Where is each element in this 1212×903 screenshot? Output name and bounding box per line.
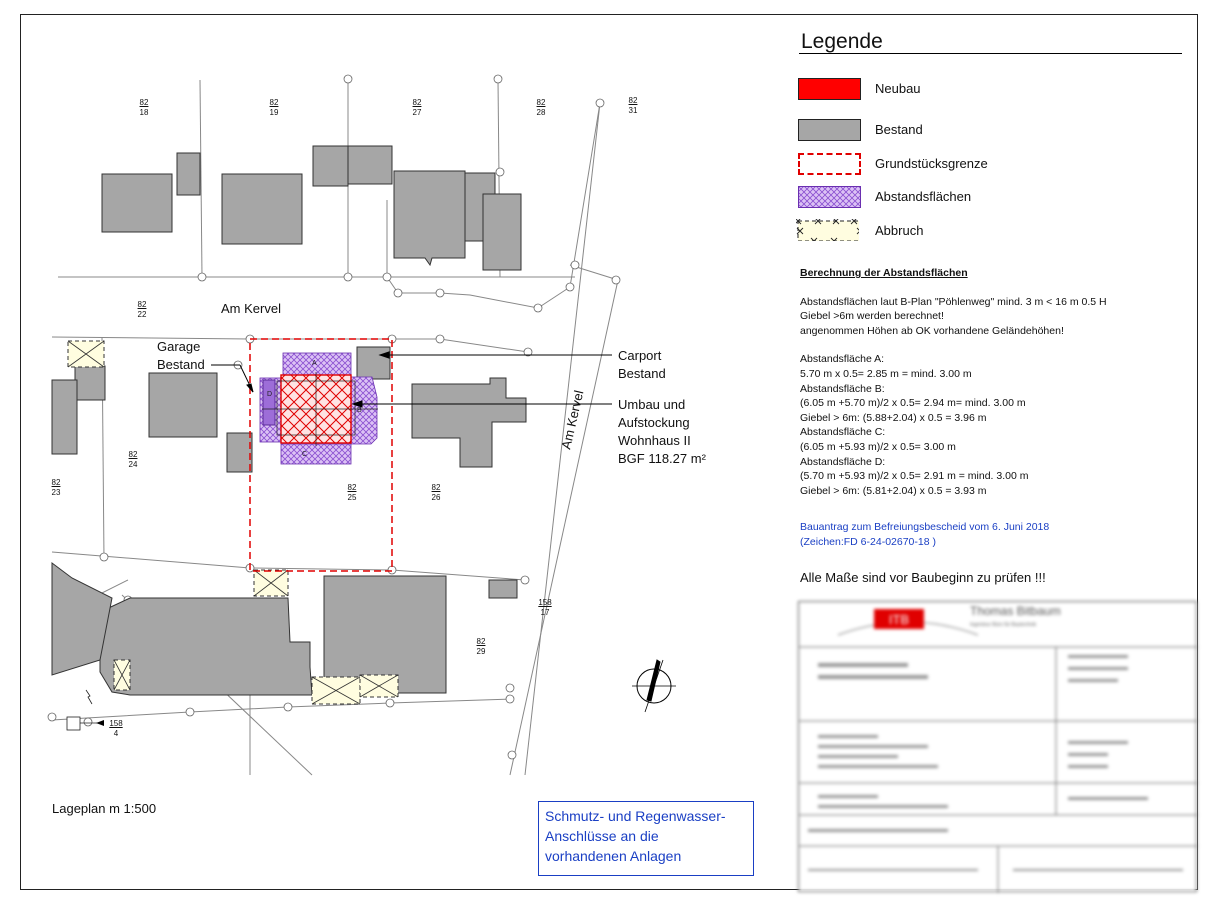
note-line-3: vorhandenen Anlagen: [545, 848, 682, 864]
legend-rule: [799, 53, 1182, 54]
parcel-4: 158 4: [109, 719, 123, 738]
legend-swatch-abstand: [798, 186, 861, 208]
legend-title: Legende: [801, 30, 883, 53]
legend-swatch-bestand: [798, 119, 861, 141]
calc-intro-1: Abstandsflächen laut B-Plan "Pöhlenweg" mind. 3 m < 16 m 0.5 H: [800, 295, 1107, 308]
parcel-29: 82 29: [476, 637, 486, 656]
calc-line: Abstandsfläche B:: [800, 382, 885, 395]
parcel-31: 82 31: [628, 96, 638, 115]
calc-line: Abstandsfläche A:: [800, 353, 885, 366]
carport-line-1: Carport: [618, 348, 662, 363]
parcel-23: 82 23: [51, 478, 61, 497]
calc-line: 5.70 m x 0.5= 2.85 m = mind. 3.00 m: [800, 367, 972, 380]
parcel-18: 82 18: [139, 98, 149, 117]
parcel-19: 82 19: [269, 98, 279, 117]
calc-line: Giebel > 6m: (5.81+2.04) x 0.5 = 3.93 m: [800, 484, 987, 497]
umbau-line-2: Aufstockung: [618, 415, 690, 430]
street-label-horizontal: Am Kervel: [221, 301, 281, 316]
drainage-note: [538, 801, 754, 876]
legend-swatch-neubau: [798, 78, 861, 100]
garage-callout: [157, 338, 205, 374]
area-letter-d: D: [267, 391, 273, 398]
garage-line-1: Garage: [157, 339, 201, 354]
umbau-line-3: Wohnhaus II: [618, 433, 691, 448]
area-letter-c: C: [302, 451, 308, 458]
carport-callout: [618, 347, 666, 383]
legend-swatch-grenze: [798, 153, 861, 175]
calc-line: (6.05 m +5.93 m)/2 x 0.5= 3.00 m: [800, 440, 956, 453]
bauantrag-note: [800, 520, 1049, 549]
company-logo: ITB: [888, 612, 910, 627]
calc-intro-3: angenommen Höhen ab OK vorhandene Geländehöhen!: [800, 324, 1064, 337]
calc-intro-2: Giebel >6m werden berechnet!: [800, 310, 944, 323]
north-arrow: [632, 660, 676, 712]
scale-label: Lageplan m 1:500: [52, 801, 157, 816]
parcel-22: 82 22: [137, 300, 147, 319]
note-line-1: Schmutz- und Regenwasser-: [545, 808, 726, 824]
company-subtitle: Ingenieur Büro für Bautechnik: [970, 622, 1037, 628]
bauantrag-line-2: (Zeichen:FD 6-24-02670-18 ): [800, 535, 936, 548]
umbau-callout: [618, 396, 706, 468]
garage-line-2: Bestand: [157, 357, 205, 372]
umbau-line-4: BGF 118.27 m²: [618, 451, 706, 466]
parcel-26: 82 26: [431, 483, 441, 502]
calc-heading: Berechnung der Abstandsflächen: [800, 267, 968, 279]
calc-line: (5.70 m +5.93 m)/2 x 0.5= 2.91 m = mind. 3.00 m: [800, 470, 1029, 483]
parcel-27: 82 27: [412, 98, 422, 117]
umbau-line-1: Umbau und: [618, 397, 686, 412]
area-letter-a: A: [312, 360, 317, 367]
parcel-17: 158 17: [538, 598, 552, 617]
title-block: [798, 601, 1198, 893]
company-name: Thomas Bitbaum: [970, 604, 1061, 618]
setback-calculation: [800, 266, 1107, 498]
calc-line: Abstandsfläche D:: [800, 455, 886, 468]
note-line-2: Anschlüsse an die: [545, 828, 659, 844]
calc-line: Giebel > 6m: (5.88+2.04) x 0.5 = 3.96 m: [800, 411, 987, 424]
carport-line-2: Bestand: [618, 366, 666, 381]
legend-label-bestand: Bestand: [875, 122, 923, 137]
street-label-diagonal: Am Kervel: [558, 388, 587, 451]
parcel-28: 82 28: [536, 98, 546, 117]
legend-label-neubau: Neubau: [875, 81, 921, 96]
calc-line: (6.05 m +5.70 m)/2 x 0.5= 2.94 m= mind. 3.00 m: [800, 397, 1026, 410]
area-letter-b: B: [357, 407, 362, 414]
parcel-25: 82 25: [347, 483, 357, 502]
legend-swatch-abbruch: [796, 219, 859, 241]
warning-text: Alle Maße sind vor Baubeginn zu prüfen !!!: [800, 570, 1046, 585]
bauantrag-line-1: Bauantrag zum Befreiungsbescheid vom 6. Juni 2018: [800, 521, 1050, 533]
legend-label-abbruch: Abbruch: [875, 223, 924, 238]
legend-label-grenze: Grundstücksgrenze: [875, 156, 988, 171]
parcel-24: 82 24: [128, 450, 138, 469]
legend-label-abstand: Abstandsflächen: [875, 189, 972, 204]
calc-line: Abstandsfläche C:: [800, 426, 886, 439]
